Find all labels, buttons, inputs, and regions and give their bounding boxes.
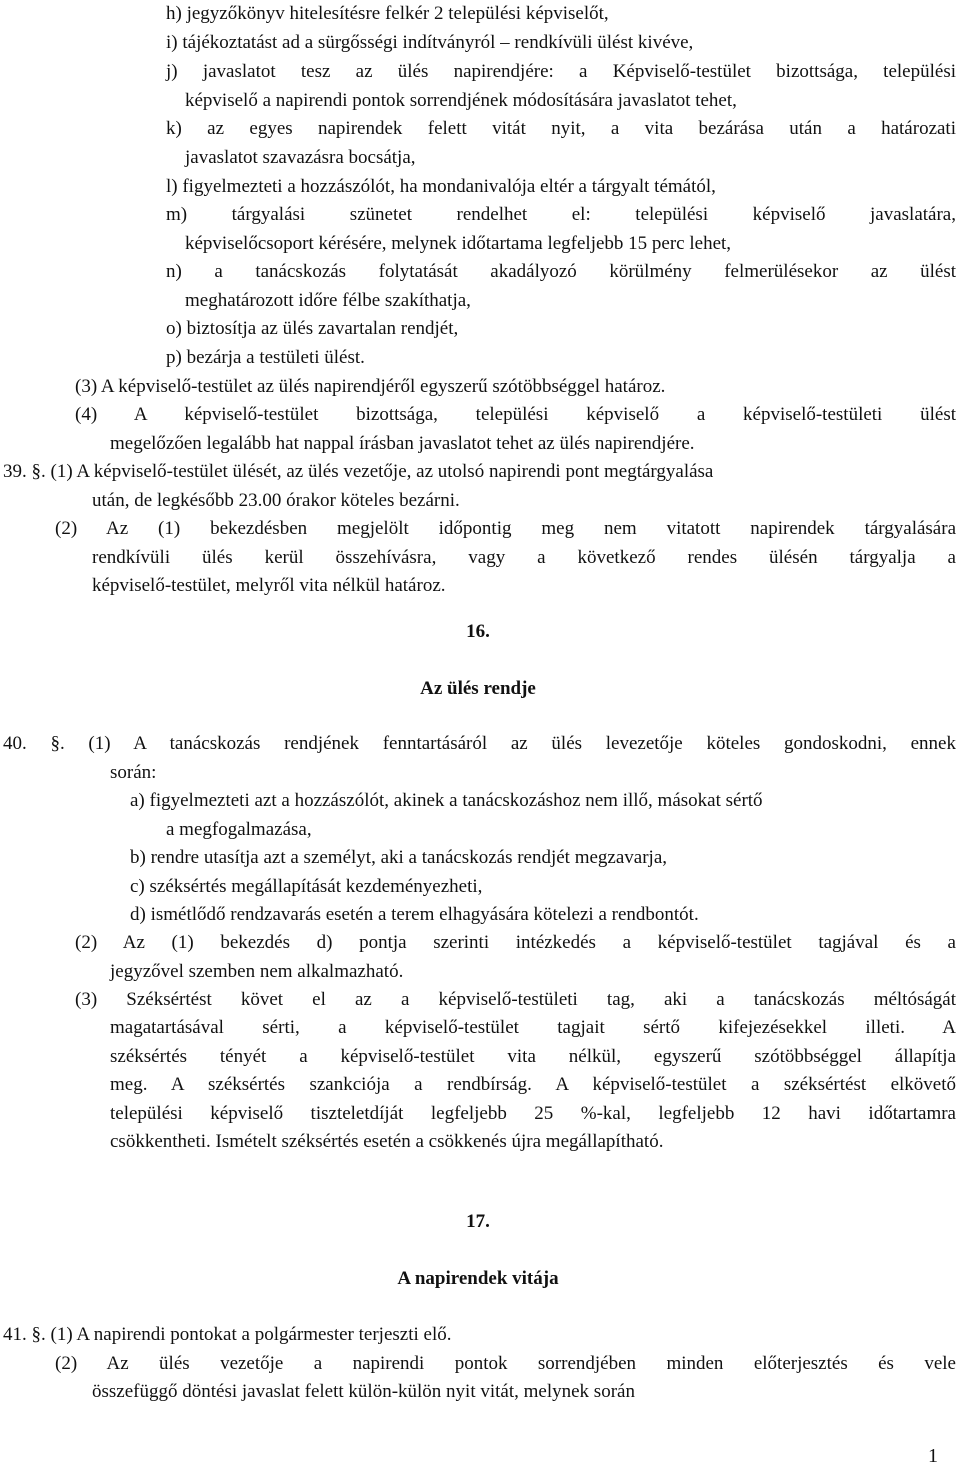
section-16-number: 16. [466,621,490,642]
para-40-3: (3) Széksértést követ el az a képviselő-testületi tag, aki a tanácskozás méltóságát [75,989,956,1010]
section-17-title: A napirendek vitája [397,1268,559,1289]
para-40-3-l5: települési képviselő tiszteletdíját legfeljebb 25 %-kal, legfeljebb 12 havi időtartamra [110,1103,956,1124]
para-38-4-cont: megelőzően legalább hat nappal írásban javaslatot tehet az ülés napirendjére. [110,433,695,454]
page-number: 1 [928,1445,938,1467]
item-40-b: b) rendre utasítja azt a személyt, aki a tanácskozás rendjét megzavarja, [130,847,668,868]
item-j-cont: képviselő a napirendi pontok sorrendjének módosítására javaslatot tehet, [185,90,737,111]
item-k-cont: javaslatot szavazásra bocsátja, [185,147,416,168]
para-40-2: (2) Az (1) bekezdés d) pontja szerinti intézkedés a képviselő-testület tagjával és a [75,932,956,953]
para-38-4: (4) A képviselő-testület bizottsága, települési képviselő a képviselő-testületi ülést [75,404,956,425]
item-40-d: d) ismétlődő rendzavarás esetén a terem elhagyására kötelezi a rendbontót. [130,904,699,925]
item-m: m) tárgyalási szünetet rendelhet el: települési képviselő javaslatára, [166,204,956,225]
item-h: h) jegyzőkönyv hitelesítésre felkér 2 települési képviselőt, [166,3,609,24]
para-41-2: (2) Az ülés vezetője a napirendi pontok sorrendjében minden előterjesztés és vele [55,1353,956,1374]
item-p: p) bezárja a testületi ülést. [166,347,365,368]
item-j: j) javaslatot tesz az ülés napirendjére: a Képviselő-testület bizottsága, települési [166,61,956,82]
para-40-1: 40. §. (1) A tanácskozás rendjének fenntartásáról az ülés levezetője köteles gondoskodni, ennek [3,733,956,754]
para-39-1-cont: után, de legkésőbb 23.00 órakor köteles bezárni. [92,490,460,511]
item-k: k) az egyes napirendek felett vitát nyit, a vita bezárása után a határozati [166,118,956,139]
para-40-3-l2: magatartásával sérti, a képviselő-testület tagjait sértő kifejezésekkel illeti. A [110,1017,956,1038]
item-i: i) tájékoztatást ad a sürgősségi indítványról – rendkívüli ülést kivéve, [166,32,694,53]
item-o: o) biztosítja az ülés zavartalan rendjét, [166,318,459,339]
para-41-2-cont: összefüggő döntési javaslat felett külön-külön nyit vitát, melynek során [92,1381,635,1402]
item-m-cont: képviselőcsoport kérésére, melynek időtartama legfeljebb 15 perc lehet, [185,233,732,254]
item-40-a-cont: a megfogalmazása, [166,819,312,840]
para-40-2-cont: jegyzővel szemben nem alkalmazható. [110,961,404,982]
section-16-title: Az ülés rendje [420,678,536,699]
item-n: n) a tanácskozás folytatását akadályozó körülmény felmerülésekor az ülést [166,261,956,282]
para-41-1: 41. §. (1) A napirendi pontokat a polgármester terjeszti elő. [3,1324,452,1345]
para-40-1-cont: során: [110,762,157,783]
para-39-2-l2: rendkívüli ülés kerül összehívásra, vagy a következő rendes ülésén tárgyalja a [92,547,956,568]
item-40-a: a) figyelmezteti azt a hozzászólót, akinek a tanácskozáshoz nem illő, másokat sértő [130,790,763,811]
item-n-cont: meghatározott időre félbe szakíthatja, [185,290,471,311]
para-39-2: (2) Az (1) bekezdésben megjelölt időpontig meg nem vitatott napirendek tárgyalására [55,518,956,539]
item-40-c: c) széksértés megállapítását kezdeményezheti, [130,876,483,897]
para-39-2-l3: képviselő-testület, melyről vita nélkül határoz. [92,575,446,596]
item-l: l) figyelmezteti a hozzászólót, ha mondanivalója eltér a tárgyalt témától, [166,176,716,197]
section-17-number: 17. [466,1211,490,1232]
para-39-1: 39. §. (1) A képviselő-testület ülését, az ülés vezetője, az utolsó napirendi pont megtárgyalása [3,461,714,482]
para-40-3-l6: csökkentheti. Ismételt széksértés esetén a csökkenés újra megállapítható. [110,1131,664,1152]
para-40-3-l4: meg. A széksértés szankciója a rendbírság. A képviselő-testület a széksértést elkövető [110,1074,956,1095]
para-40-3-l3: széksértés tényét a képviselő-testület vita nélkül, egyszerű szótöbbséggel állapítja [110,1046,956,1067]
para-38-3: (3) A képviselő-testület az ülés napirendjéről egyszerű szótöbbséggel határoz. [75,376,666,397]
